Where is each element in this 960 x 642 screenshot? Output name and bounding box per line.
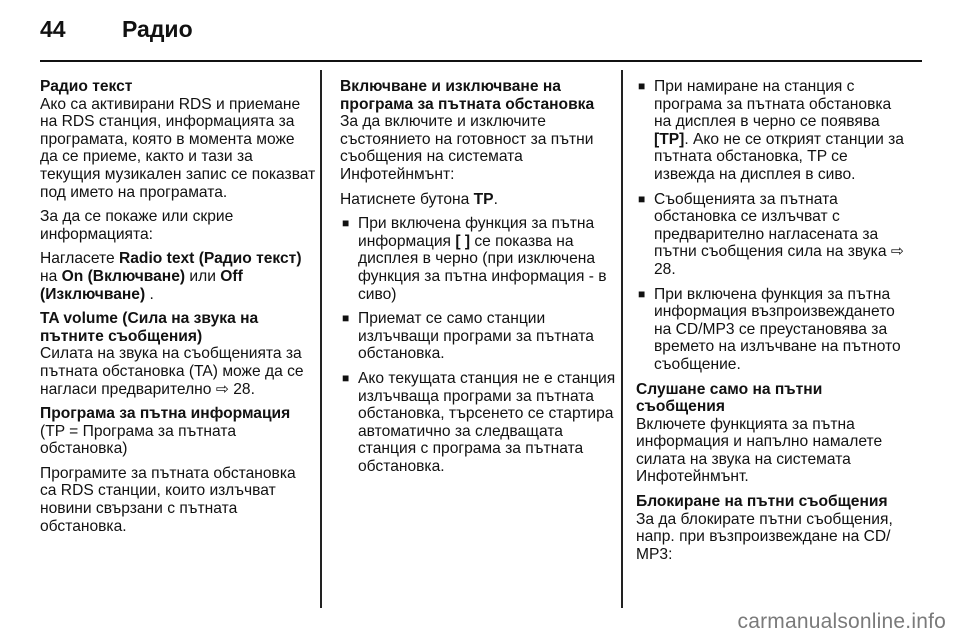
page-header bbox=[40, 14, 922, 54]
page-ref-arrow-icon: ⇨ bbox=[215, 380, 229, 398]
column-divider-2 bbox=[621, 70, 623, 608]
button-term-tp: TP bbox=[473, 190, 494, 208]
section-heading: Програма за пътна информация bbox=[40, 405, 291, 423]
column-middle bbox=[340, 78, 616, 482]
menu-term-off: Off (Изключване) bbox=[40, 267, 243, 303]
page-number: 44 bbox=[40, 16, 66, 42]
text: При включена функция за пътна информация bbox=[358, 215, 595, 250]
list-item: ■ Ако текущата станция не е станция излъчваща програми за пътната обстановка, търсенето се стартира автоматично за следващата станция с програма за пътната обстановка. bbox=[340, 370, 616, 476]
paragraph bbox=[340, 191, 616, 209]
page-ref-arrow-icon: ⇨ bbox=[890, 243, 904, 261]
page-ref: 28. bbox=[654, 260, 676, 278]
paragraph: За да включите и изключите състоянието на готовност за пътни съобщения на системата Инфотейнмънт: bbox=[340, 113, 594, 183]
paragraph: Включете функцията за пътна информация и напълно намалете силата на звука на системата Инфотейнмънт. bbox=[636, 415, 883, 486]
text: . bbox=[493, 190, 498, 208]
paragraph: За да блокирате пътни съобщения, напр. при възпроизвеждане на CD/ MP3: bbox=[636, 510, 893, 563]
page-ref: 28. bbox=[233, 380, 255, 398]
section-heading: Слушане само на пътни съобщения bbox=[636, 380, 823, 416]
text: Силата на звука на съобщенията за пътната обстановка (TA) може да се нагласи предварително bbox=[40, 345, 304, 398]
paragraph: За да се покаже или скрие информацията: bbox=[40, 208, 234, 243]
page-title: Радио bbox=[122, 16, 193, 42]
section-heading: TA volume (Сила на звука на пътните съобщения) bbox=[40, 310, 259, 345]
paragraph: Програмите за пътната обстановка са RDS станции, които излъчват новини свързани с пътната обстановка. bbox=[40, 464, 296, 535]
section-radio-text bbox=[40, 78, 316, 303]
column-divider-1 bbox=[320, 70, 322, 608]
section-heading: Блокиране на пътни съобщения bbox=[636, 493, 888, 511]
paragraph bbox=[40, 345, 316, 398]
paragraph: Ако са активирани RDS и приемане на RDS станция, информацията за програмата, която в момента може да се приеме, както и тази за текущия музикален запис се показват под името на програмата. bbox=[40, 95, 316, 201]
column-left bbox=[40, 78, 316, 542]
text: на bbox=[40, 267, 62, 285]
text: При намиране на станция с програма за пътната обстановка на дисплея в черно се появява bbox=[654, 78, 892, 131]
display-symbol: [TP] bbox=[654, 130, 685, 148]
watermark-text: carmanualsonline.info bbox=[737, 610, 946, 633]
section-ta-volume bbox=[40, 310, 316, 398]
text: Съобщенията за пътната обстановка се излъчват с предварително нагласената за пътни съобщения сила на звука bbox=[654, 190, 887, 261]
menu-term-radio-text: Radio text (Радио текст) bbox=[118, 250, 302, 268]
list-item bbox=[636, 78, 906, 184]
section-traffic-only bbox=[636, 381, 906, 487]
text: . Ако не се открият станции за пътната обстановка, TP се извежда на дисплея в сиво. bbox=[654, 130, 904, 183]
column-right bbox=[636, 78, 906, 570]
text: Натиснете бутона bbox=[340, 190, 474, 208]
header-divider bbox=[40, 60, 922, 62]
list-item bbox=[636, 191, 906, 279]
bullet-list bbox=[340, 215, 616, 475]
text: се показва на дисплея в черно (при изключена функция за пътна информация - в сиво) bbox=[358, 232, 607, 303]
section-heading: Радио текст bbox=[40, 78, 133, 95]
text: или bbox=[185, 267, 221, 285]
display-symbol: [ ] bbox=[455, 232, 471, 250]
paragraph bbox=[40, 250, 316, 303]
text: . bbox=[145, 285, 154, 303]
section-block-traffic bbox=[636, 493, 906, 563]
section-heading: Включване и изключване на програма за пътната обстановка bbox=[340, 78, 595, 113]
menu-term-on: On (Включване) bbox=[61, 267, 186, 285]
text: Нагласете bbox=[40, 250, 119, 268]
bullet-list bbox=[636, 78, 906, 374]
list-item: ■ При включена функция за пътна информация възпроизвеждането на CD/MP3 се преустановява за времето на излъчване на пътното съобщение. bbox=[636, 286, 906, 374]
paragraph: (TP = Програма за пътната обстановка) bbox=[40, 422, 236, 458]
section-traffic-program bbox=[40, 405, 316, 535]
list-item bbox=[340, 215, 616, 303]
list-item: ■ Приемат се само станции излъчващи програми за пътната обстановка. bbox=[340, 310, 616, 363]
